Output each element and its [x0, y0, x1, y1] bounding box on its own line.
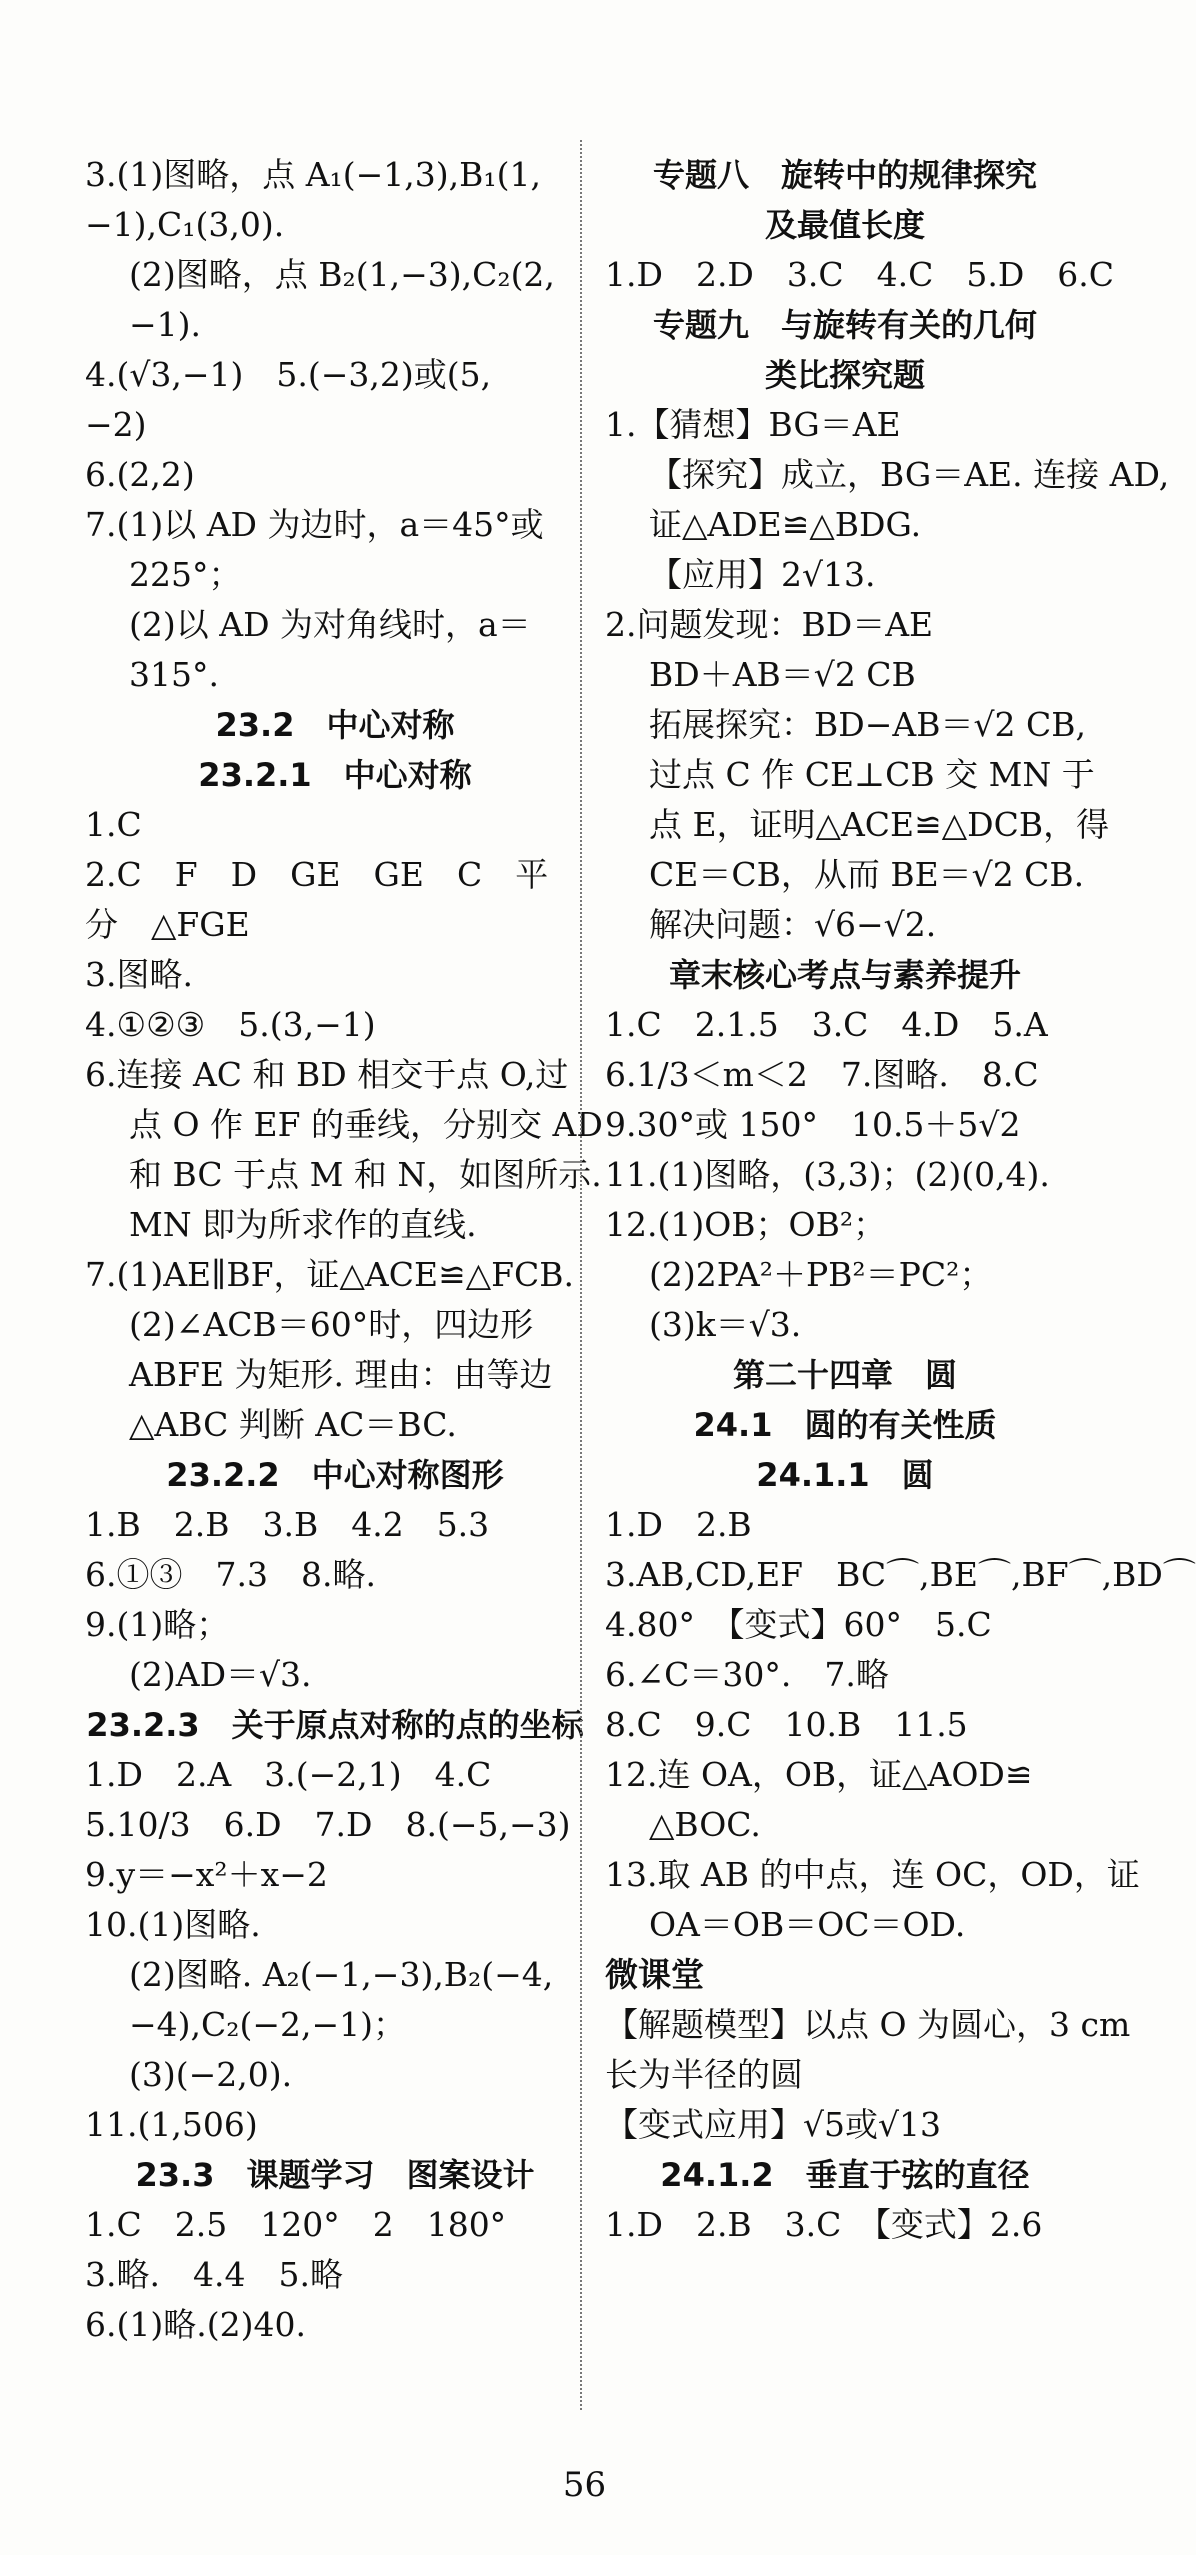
answer-line: OA＝OB＝OC＝OD. [649, 1905, 966, 1944]
answer-line: 6.(1)略.(2)40. [85, 2305, 306, 2344]
answer-line: 9.y＝−x²＋x−2 [85, 1855, 328, 1894]
answer-line: −4),C₂(−2,−1)； [129, 2005, 407, 2044]
right-column [605, 150, 1196, 2250]
answer-line: 点 O 作 EF 的垂线，分别交 AD [129, 1105, 603, 1144]
answer-line: 拓展探究：BD−AB＝√2 CB, [649, 705, 1086, 744]
answer-line: 315°. [129, 655, 219, 694]
section-heading: 24.1.1 圆 [756, 1456, 934, 1494]
section-heading: 23.2.1 中心对称 [198, 756, 472, 794]
answer-line: 【应用】2√13. [649, 555, 876, 594]
page-number: 56 [562, 2465, 607, 2505]
answer-line: 3.略. 4.4 5.略 [85, 2255, 343, 2294]
section-heading: 23.3 课题学习 图案设计 [135, 2156, 535, 2194]
answer-line: 1.C 2.1.5 3.C 4.D 5.A [605, 1005, 1048, 1044]
answer-line: 证△ADE≌△BDG. [649, 505, 922, 544]
answer-line: (2)图略. A₂(−1,−3),B₂(−4, [129, 1955, 554, 1994]
section-heading: 及最值长度 [764, 206, 925, 244]
answer-line: 4.80° 【变式】60° 5.C [605, 1605, 992, 1644]
answer-line: 8.C 9.C 10.B 11.5 [605, 1705, 968, 1744]
answer-line: (2)∠ACB＝60°时，四边形 [129, 1305, 534, 1344]
answer-line: BD＋AB＝√2 CB [649, 655, 916, 694]
answer-line: 1.D 2.B 3.C 【变式】2.6 [605, 2205, 1043, 2244]
answer-line: 点 E，证明△ACE≌△DCB，得 [649, 805, 1110, 844]
answer-line: (2)2PA²＋PB²＝PC²； [649, 1255, 993, 1294]
answer-line: 11.(1)图略，(3,3)；(2)(0,4). [605, 1155, 1050, 1194]
answer-line: 1.D 2.A 3.(−2,1) 4.C [85, 1755, 492, 1794]
section-heading: 类比探究题 [764, 356, 925, 394]
answer-line: 1.D 2.D 3.C 4.C 5.D 6.C [605, 255, 1115, 294]
answer-line: CE＝CB，从而 BE＝√2 CB. [649, 855, 1085, 894]
answer-line: 分 △FGE [85, 905, 250, 944]
answer-line: 1.B 2.B 3.B 4.2 5.3 [85, 1505, 490, 1544]
answer-line: 长为半径的圆 [605, 2055, 803, 2094]
answer-line: 【解题模型】以点 O 为圆心，3 cm [605, 2005, 1131, 2044]
answer-line: (2)图略，点 B₂(1,−3),C₂(2, [129, 255, 555, 294]
answer-line: (3)k＝√3. [649, 1305, 802, 1344]
answer-line: (2)以 AD 为对角线时，a＝ [129, 605, 531, 644]
answer-line: 1.C 2.5 120° 2 180° [85, 2205, 507, 2244]
answer-line: 6.1/3＜m＜2 7.图略. 8.C [605, 1055, 1039, 1094]
answer-line: 1.C [85, 805, 142, 844]
answer-line: 7.(1)AE∥BF，证△ACE≌△FCB. [85, 1255, 575, 1294]
answer-line: 微课堂 [605, 1955, 704, 1994]
answer-line: △BOC. [649, 1805, 761, 1844]
section-heading: 24.1.2 垂直于弦的直径 [660, 2156, 1030, 2194]
answer-line: 1.【猜想】BG＝AE [605, 405, 901, 444]
answer-line: 11.(1,506) [85, 2105, 258, 2144]
answer-line: 过点 C 作 CE⊥CB 交 MN 于 [649, 755, 1095, 794]
answer-line: △ABC 判断 AC＝BC. [129, 1405, 457, 1444]
section-heading: 专题九 与旋转有关的几何 [652, 306, 1037, 344]
section-heading: 24.1 圆的有关性质 [693, 1406, 997, 1444]
answer-line: 7.(1)以 AD 为边时，a＝45°或 [85, 505, 544, 544]
answer-line: 2.问题发现：BD＝AE [605, 605, 934, 644]
section-heading: 章末核心考点与素养提升 [668, 956, 1021, 994]
answer-line: −2) [85, 405, 147, 444]
answer-line: 9.30°或 150° 10.5＋5√2 [605, 1105, 1021, 1144]
answer-line: (2)AD＝√3. [129, 1655, 312, 1694]
section-heading: 23.2 中心对称 [215, 706, 455, 744]
answer-line: 4.①②③ 5.(3,−1) [85, 1005, 376, 1044]
answer-line: ABFE 为矩形. 理由：由等边 [129, 1355, 553, 1394]
answer-line: 9.(1)略； [85, 1605, 230, 1644]
answer-line: 6.①③ 7.3 8.略. [85, 1555, 376, 1594]
answer-line: 3.AB,CD,EF BC⌒,BE⌒,BF⌒,BD⌒ [605, 1555, 1196, 1594]
answer-line: −1),C₁(3,0). [85, 205, 285, 244]
answer-line: 6.∠C＝30°. 7.略 [605, 1655, 889, 1694]
section-heading: 专题八 旋转中的规律探究 [652, 156, 1037, 194]
answer-line: 5.10/3 6.D 7.D 8.(−5,−3) [85, 1805, 571, 1844]
answer-line: 12.(1)OB；OB²； [605, 1205, 887, 1244]
answer-line: 3.(1)图略，点 A₁(−1,3),B₁(1, [85, 155, 541, 194]
answer-line: 4.(√3,−1) 5.(−3,2)或(5, [85, 355, 492, 394]
answer-line: 解决问题：√6−√2. [649, 905, 937, 944]
section-heading: 23.2.2 中心对称图形 [166, 1456, 504, 1494]
answer-line: MN 即为所求作的直线. [129, 1205, 477, 1244]
answer-line: 225°； [129, 555, 242, 594]
answer-line: 【探究】成立，BG＝AE. 连接 AD, [649, 455, 1170, 494]
answer-line: 6.连接 AC 和 BD 相交于点 O,过 [85, 1055, 569, 1094]
answer-line: 13.取 AB 的中点，连 OC，OD，证 [605, 1855, 1140, 1894]
section-heading: 23.2.3 关于原点对称的点的坐标 [86, 1706, 584, 1744]
answer-line: (3)(−2,0). [129, 2055, 293, 2094]
answer-line: 12.连 OA，OB，证△AOD≌ [605, 1755, 1033, 1794]
answer-line: −1). [129, 305, 202, 344]
column-divider [580, 140, 582, 2410]
answer-line: 2.C F D GE GE C 平 [85, 855, 549, 894]
answer-line: 和 BC 于点 M 和 N，如图所示. [129, 1155, 602, 1194]
answer-line: 10.(1)图略. [85, 1905, 261, 1944]
answer-line: 【变式应用】√5或√13 [605, 2105, 942, 2144]
section-heading: 第二十四章 圆 [732, 1356, 957, 1394]
answer-line: 6.(2,2) [85, 455, 195, 494]
answer-line: 1.D 2.B [605, 1505, 752, 1544]
left-column [85, 150, 603, 2350]
answer-line: 3.图略. [85, 955, 193, 994]
